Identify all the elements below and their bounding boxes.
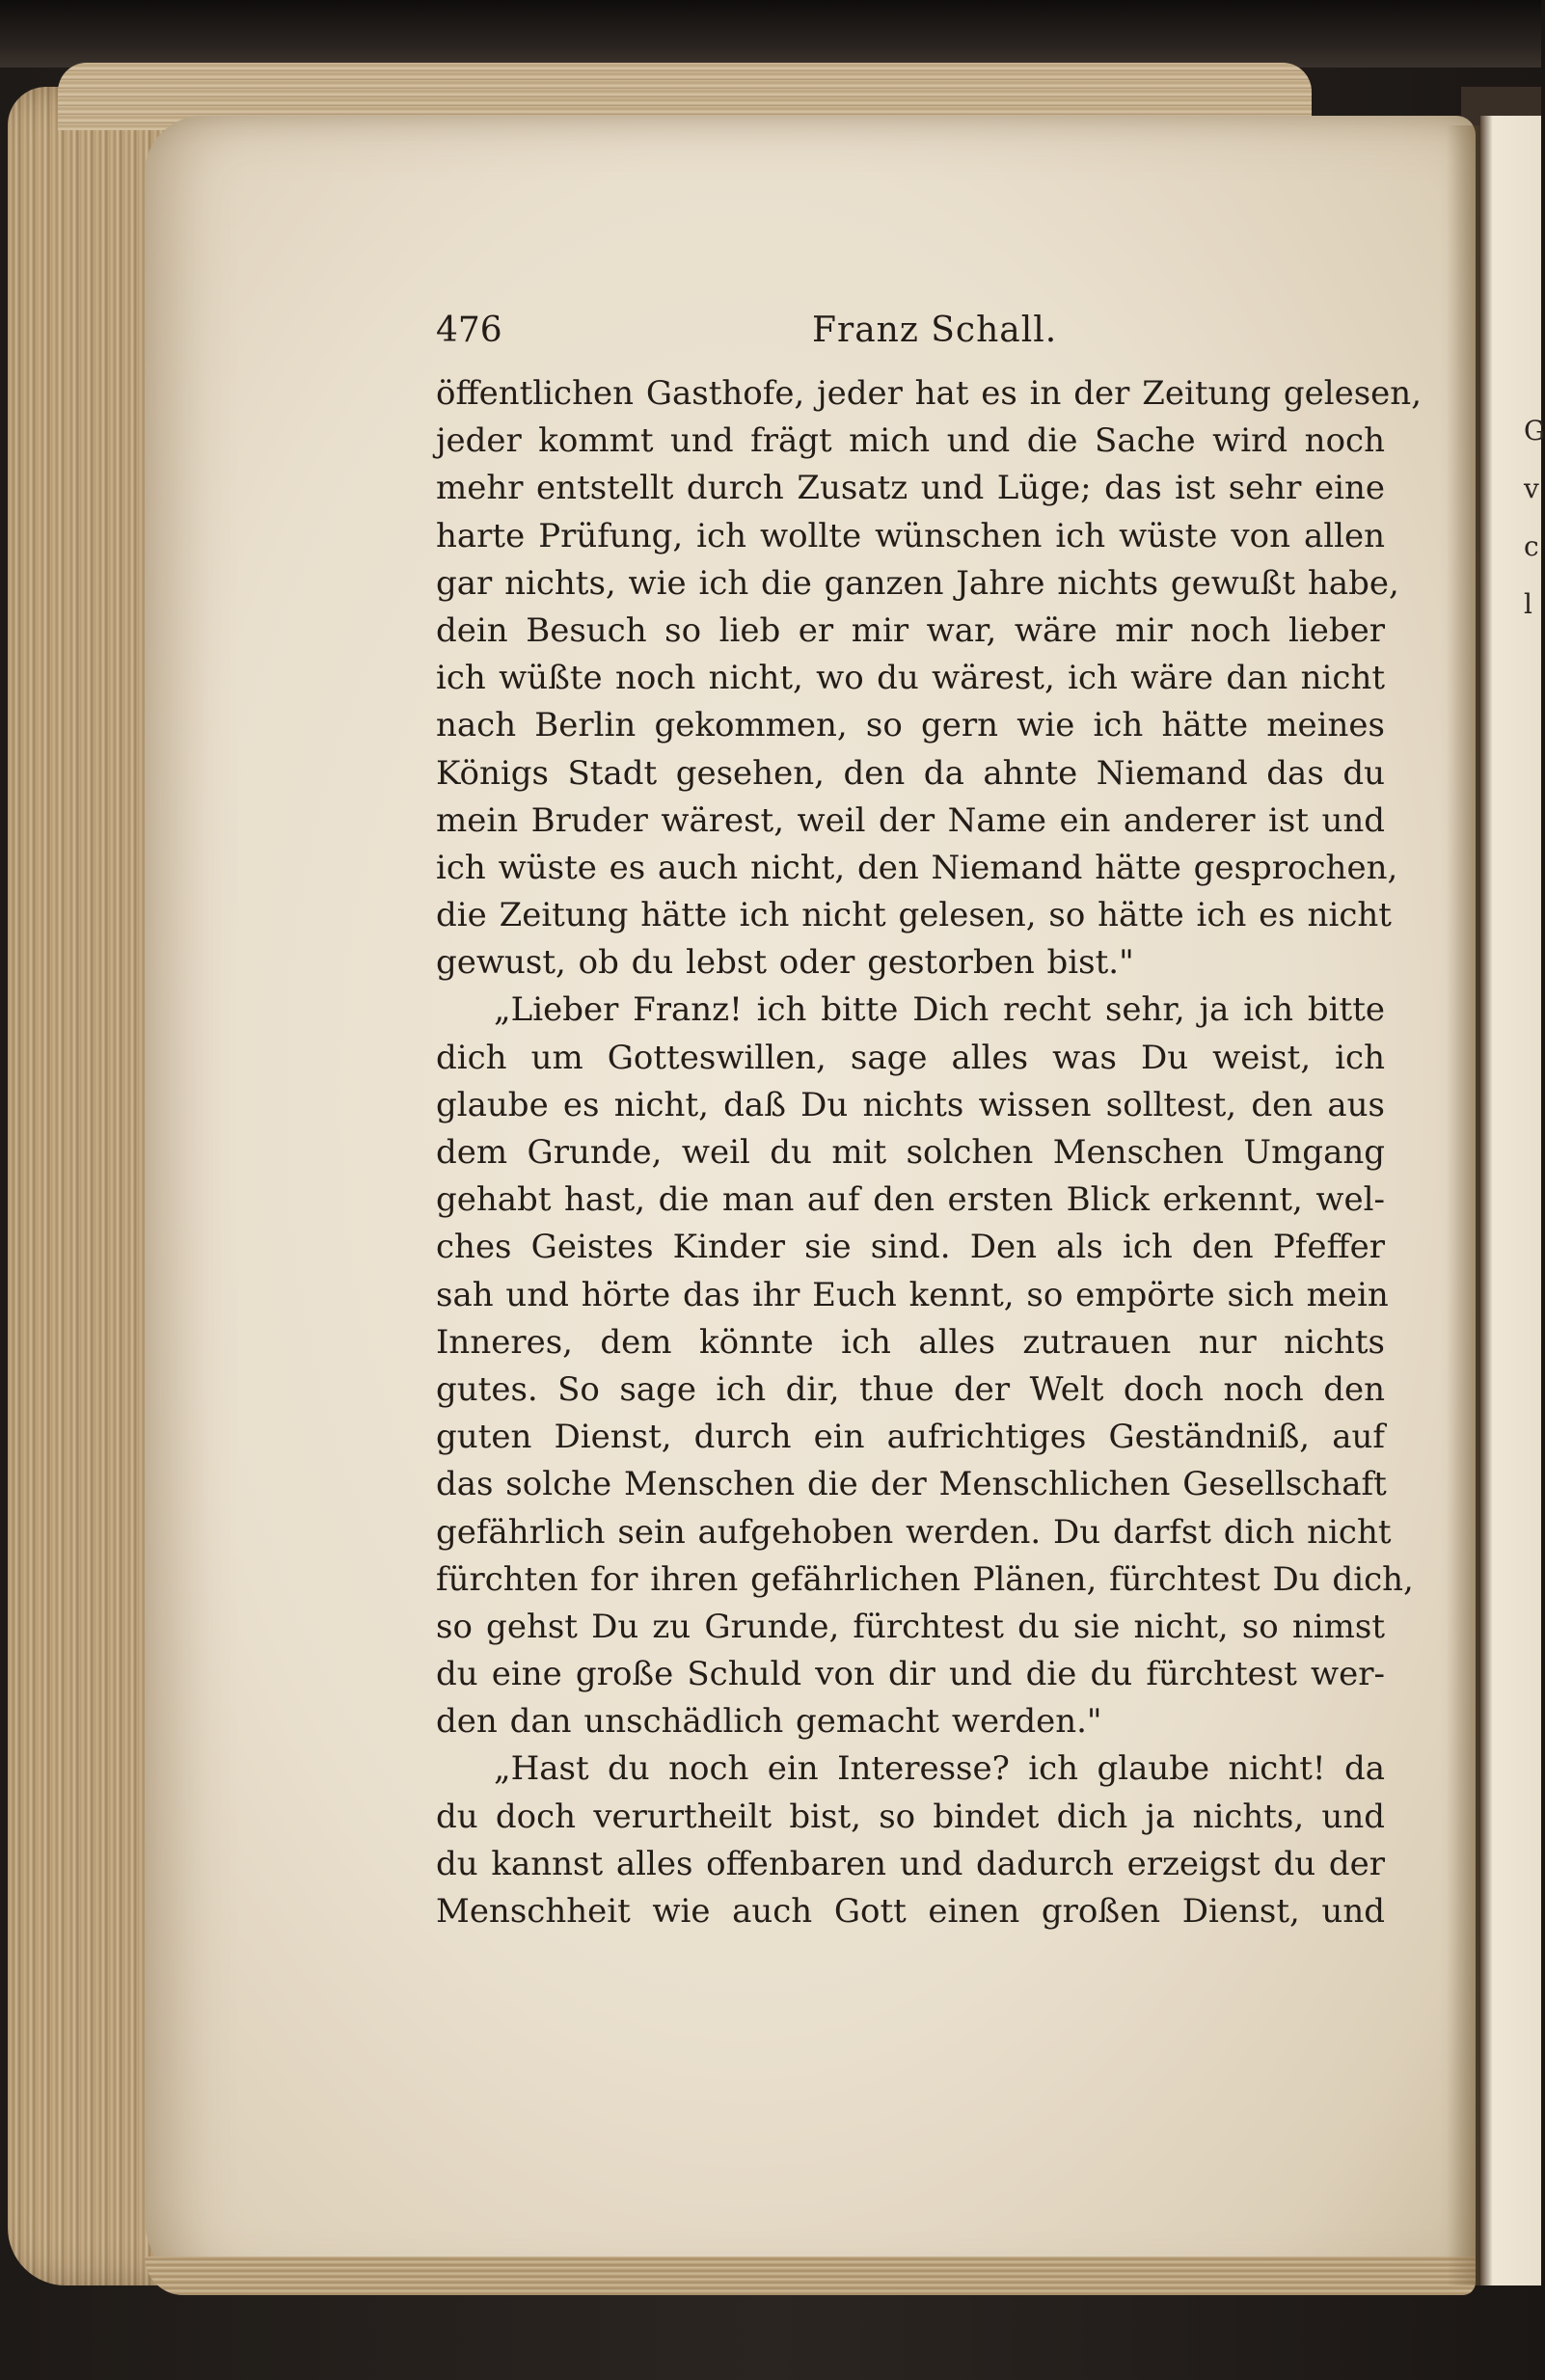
text-line: Königs Stadt gesehen, den da ahnte Niemand das du [436, 753, 1385, 793]
text-line: gewust, ob du lebst oder gestorben bist." [436, 943, 1134, 983]
text-line: gefährlich sein aufgehoben werden. Du darfst dich nicht [436, 1512, 1392, 1552]
facing-page-text-fragment [1524, 415, 1545, 646]
text-line: harte Prüfung, ich wollte wünschen ich wüste von allen [436, 516, 1385, 555]
facing-page-letter: G [1524, 415, 1545, 446]
text-line: du kannst alles offenbaren und dadurch erzeigst du der [436, 1844, 1385, 1883]
text-line: Menschheit wie auch Gott einen großen Dienst, und [436, 1892, 1385, 1931]
text-line: öffentlichen Gasthofe, jeder hat es in der Zeitung gelesen, [436, 374, 1423, 413]
text-line: die Zeitung hätte ich nicht gelesen, so hätte ich es nicht [436, 896, 1392, 935]
text-line: dich um Gotteswillen, sage alles was Du weist, ich [436, 1038, 1385, 1077]
text-line: mein Bruder wärest, weil der Name ein anderer ist und [436, 800, 1385, 840]
text-line: dein Besuch so lieb er mir war, wäre mir noch lieber [436, 610, 1385, 650]
text-line: mehr entstellt durch Zusatz und Lüge; das ist sehr eine [436, 469, 1385, 508]
text-line: ches Geistes Kinder sie sind. Den als ich den Pfeffer [436, 1228, 1385, 1267]
text-line: den dan unschädlich gemacht werden." [436, 1702, 1102, 1742]
page-stack-bottom [145, 2257, 1476, 2295]
running-title: Franz Schall. [812, 311, 1058, 350]
text-line: du doch verurtheilt bist, so bindet dich ja nichts, und [436, 1797, 1385, 1836]
text-line: sah und hörte das ihr Euch kennt, so empörte sich mein [436, 1275, 1389, 1314]
text-line: ich wüßte noch nicht, wo du wärest, ich wäre dan nicht [436, 659, 1385, 698]
text-line: nach Berlin gekommen, so gern wie ich hätte meines [436, 706, 1385, 745]
page-number: 476 [436, 311, 502, 350]
facing-page-letter: l [1524, 588, 1532, 620]
text-line: Inneres, dem könnte ich alles zutrauen nur nichts [436, 1322, 1385, 1362]
text-line: dem Grunde, weil du mit solchen Menschen Umgang [436, 1133, 1385, 1172]
text-line: „Lieber Franz! ich bitte Dich recht sehr, ja ich bitte [494, 990, 1385, 1030]
text-line: so gehst Du zu Grunde, fürchtest du sie nicht, so nimst [436, 1607, 1385, 1646]
text-line: guten Dienst, durch ein aufrichtiges Geständniß, auf [436, 1418, 1385, 1457]
facing-page-letter: v [1524, 473, 1539, 504]
text-line: jeder kommt und frägt mich und die Sache wird noch [436, 421, 1385, 461]
text-line: das solche Menschen die der Menschlichen Gesellschaft [436, 1465, 1387, 1504]
body-text [436, 370, 1423, 1935]
text-line: gutes. So sage ich dir, thue der Welt doch noch den [436, 1369, 1385, 1409]
text-line: glaube es nicht, daß Du nichts wissen solltest, den aus [436, 1085, 1385, 1124]
text-line: fürchten for ihren gefährlichen Plänen, fürchtest Du dich, [436, 1559, 1414, 1599]
text-line: ich wüste es auch nicht, den Niemand hätte gesprochen, [436, 848, 1398, 887]
text-line: gehabt hast, die man auf den ersten Blick erkennt, wel- [436, 1180, 1385, 1220]
text-line: du eine große Schuld von dir und die du fürchtest wer- [436, 1655, 1385, 1694]
text-line: „Hast du noch ein Interesse? ich glaube nicht! da [494, 1749, 1385, 1789]
facing-page-letter: c [1524, 530, 1539, 562]
page-header [436, 311, 1385, 368]
text-line: gar nichts, wie ich die ganzen Jahre nichts gewußt habe, [436, 563, 1399, 603]
page-text-block [436, 311, 1423, 1935]
book-cover-top [0, 0, 1541, 68]
